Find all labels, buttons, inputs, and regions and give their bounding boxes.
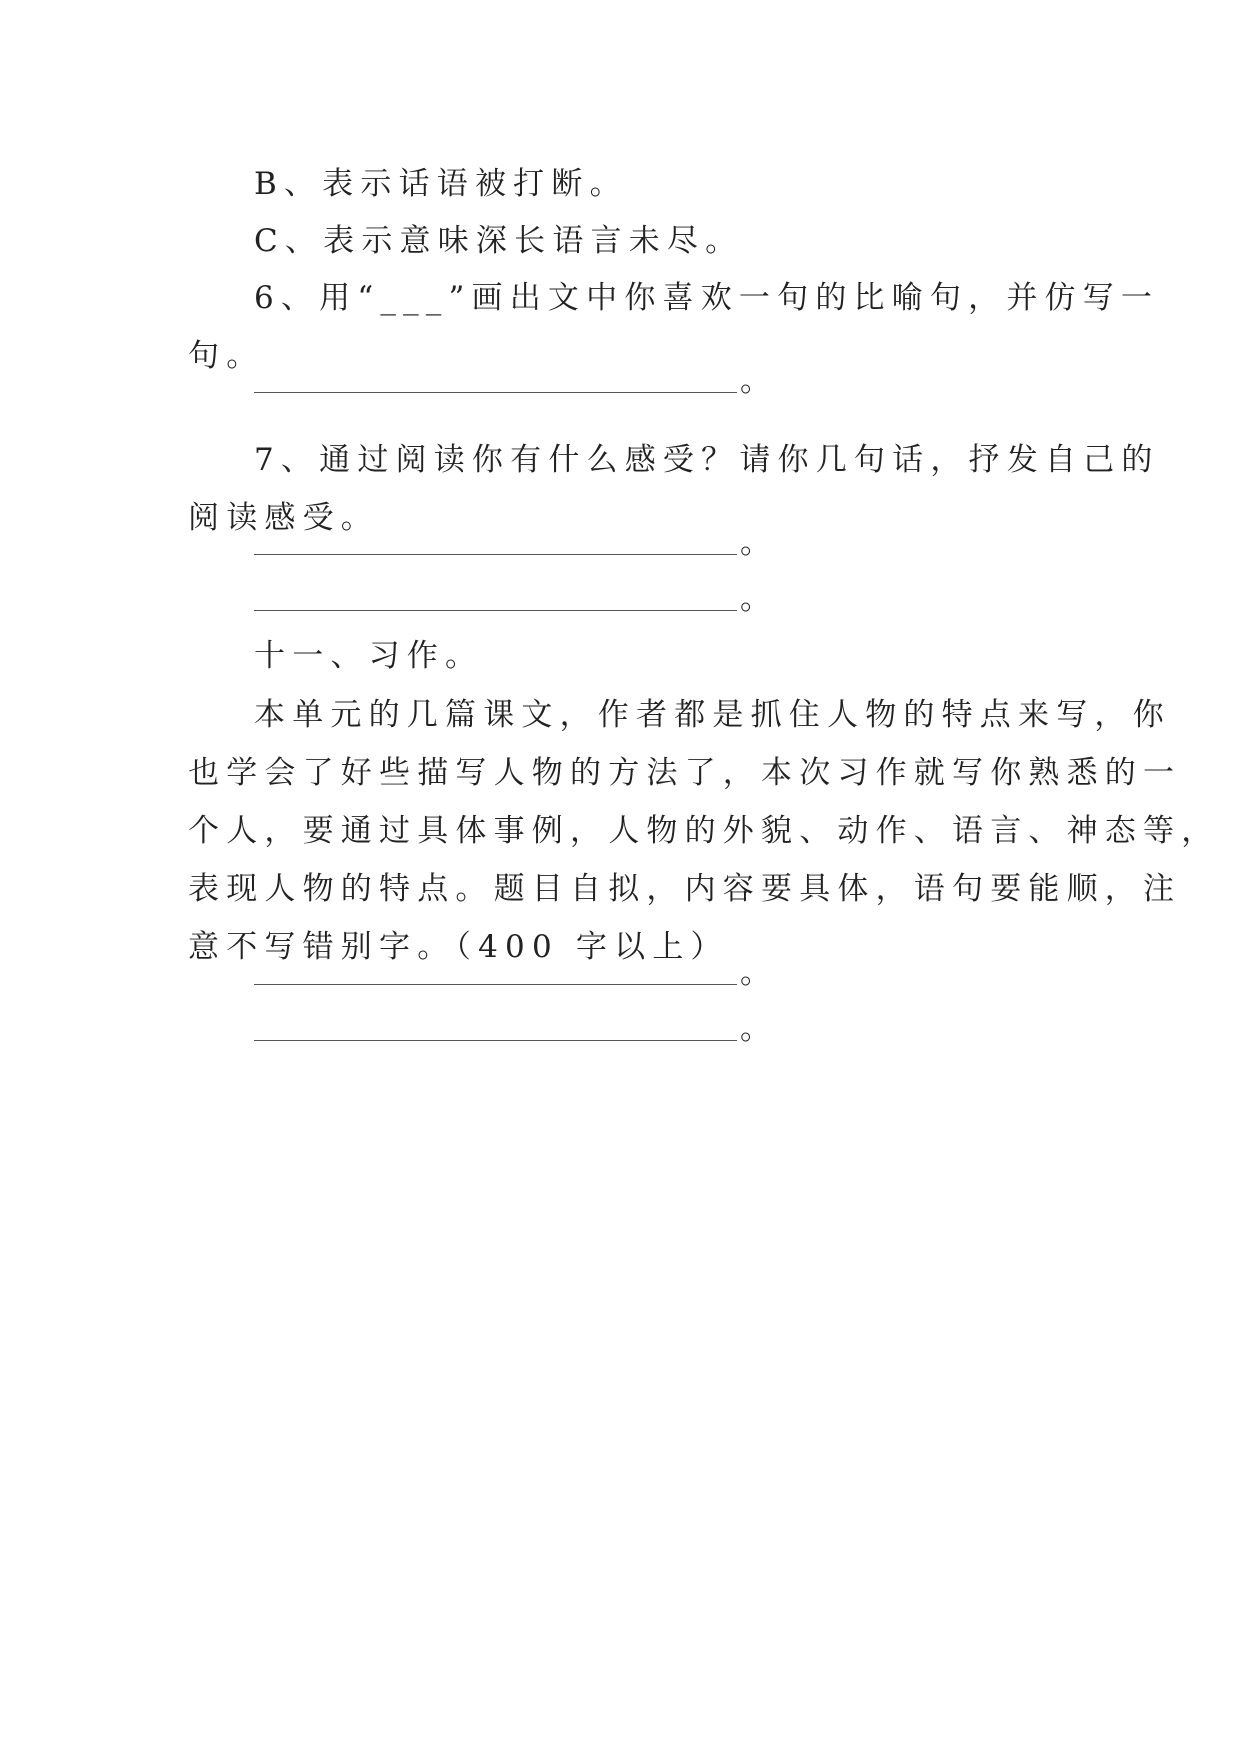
option-c: C、表示意味深长语言未尽。 xyxy=(254,223,744,259)
essay-prompt-line-3: 个人，要通过具体事例，人物的外貌、动作、语言、神态等， xyxy=(188,813,1220,849)
blank-period: 。 xyxy=(740,1011,771,1047)
question-7-line-1: 7、通过阅读你有什么感受？请你几句话，抒发自己的 xyxy=(254,442,1160,478)
answer-blank-q6[interactable] xyxy=(254,361,774,401)
answer-rule xyxy=(254,1040,737,1041)
answer-rule xyxy=(254,392,737,393)
essay-prompt-line-1: 本单元的几篇课文，作者都是抓住人物的特点来写，你 xyxy=(254,697,1171,733)
blank-period: 。 xyxy=(740,363,771,399)
question-6-line-2: 句。 xyxy=(188,338,265,374)
answer-rule xyxy=(254,984,737,985)
answer-rule xyxy=(254,610,737,611)
answer-blank-q7-2[interactable] xyxy=(254,579,774,619)
blank-period: 。 xyxy=(740,581,771,617)
answer-blank-q7-1[interactable] xyxy=(254,523,774,563)
answer-rule xyxy=(254,554,737,555)
option-b: B、表示话语被打断。 xyxy=(254,166,628,202)
essay-prompt-line-2: 也学会了好些描写人物的方法了，本次习作就写你熟悉的一 xyxy=(188,755,1182,791)
answer-blank-essay-1[interactable] xyxy=(254,953,774,993)
blank-period: 。 xyxy=(740,955,771,991)
question-6-line-1: 6、用“___”画出文中你喜欢一句的比喻句，并仿写一 xyxy=(254,280,1160,316)
essay-prompt-line-5: 意不写错别字。（400 字以上） xyxy=(188,929,729,965)
question-7-line-2: 阅读感受。 xyxy=(188,500,379,536)
answer-blank-essay-2[interactable] xyxy=(254,1009,774,1049)
blank-period: 。 xyxy=(740,525,771,561)
essay-prompt-line-4: 表现人物的特点。题目自拟，内容要具体，语句要能顺，注 xyxy=(188,871,1182,907)
section-11-heading: 十一、习作。 xyxy=(254,638,484,674)
